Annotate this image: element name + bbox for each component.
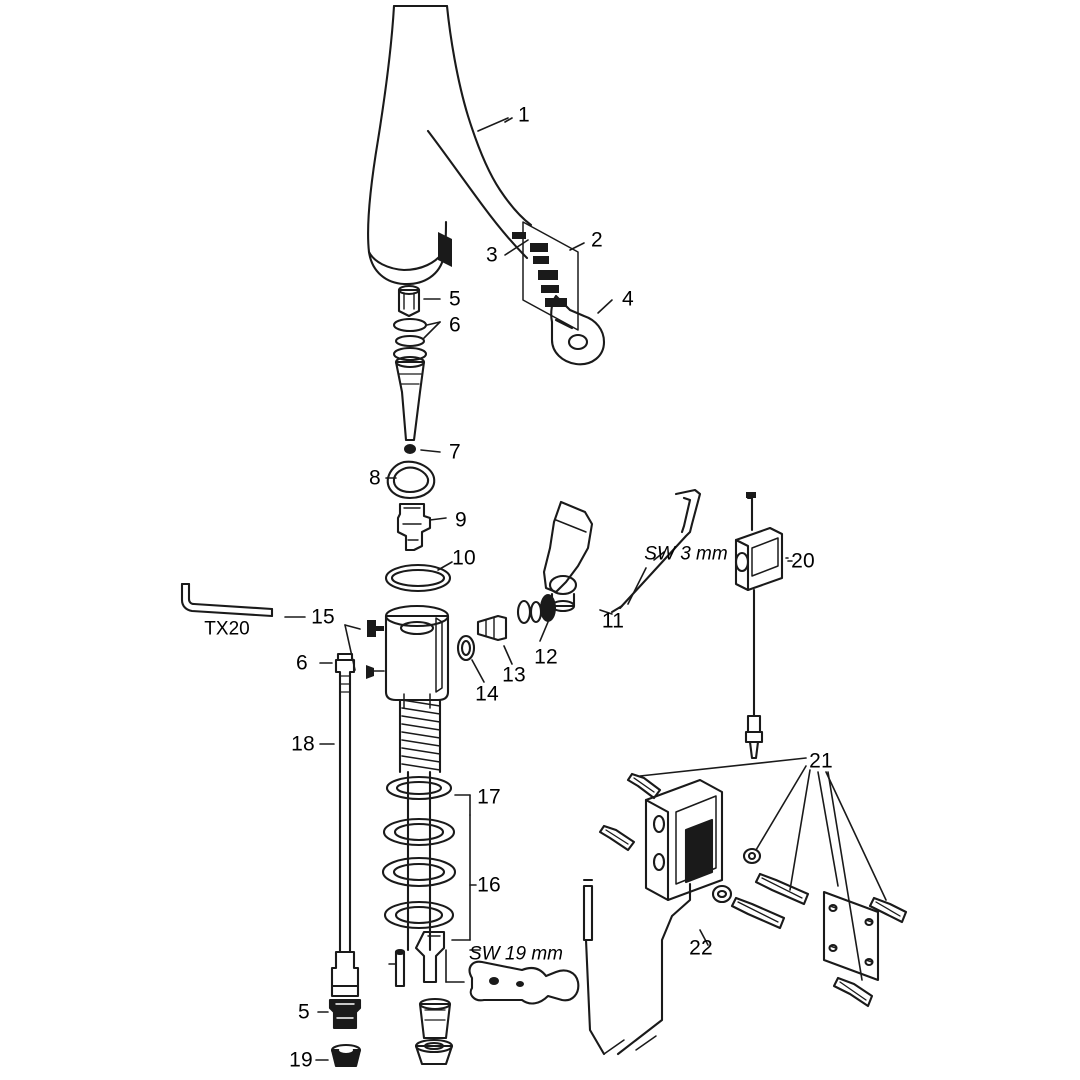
part-oring-set-upper xyxy=(394,319,440,440)
callout-16: 16 xyxy=(477,873,501,897)
part-sleeve-lower xyxy=(318,1000,360,1028)
callout-14: 14 xyxy=(475,682,499,706)
callout-9: 9 xyxy=(455,508,467,532)
part-flange-lower xyxy=(416,999,452,1064)
callout-21: 21 xyxy=(809,749,833,773)
part-gasket-8 xyxy=(386,462,434,498)
part-sensor-module-20 xyxy=(736,492,792,758)
callout-17: 17 xyxy=(477,785,501,809)
callout-7: 7 xyxy=(449,440,461,464)
part-spout-body xyxy=(368,6,531,284)
callout-15: 15 xyxy=(311,605,335,629)
part-washer-17 xyxy=(387,777,470,815)
tool-label-sw3mm: SW 3 mm xyxy=(644,543,728,565)
part-cap-19 xyxy=(316,1045,360,1066)
callout-10: 10 xyxy=(452,546,476,570)
callout-18: 18 xyxy=(291,732,315,756)
part-seal-kit xyxy=(505,222,584,330)
part-connector-13 xyxy=(478,616,512,664)
part-set-screw xyxy=(404,444,440,454)
callout-20: 20 xyxy=(791,549,815,573)
part-sleeve-upper xyxy=(399,286,440,316)
tool-label-tx20: TX20 xyxy=(204,618,250,640)
callout-11: 11 xyxy=(601,609,625,633)
callout-6-lower: 6 xyxy=(296,651,308,675)
part-flex-hose-18 xyxy=(320,654,358,996)
tool-label-sw19mm: SW 19 mm xyxy=(469,943,563,965)
callout-5-upper: 5 xyxy=(449,287,461,311)
callout-4: 4 xyxy=(622,287,634,311)
callout-5-lower: 5 xyxy=(298,1000,310,1024)
callout-12: 12 xyxy=(534,645,558,669)
callout-8: 8 xyxy=(369,466,381,490)
callout-3: 3 xyxy=(486,243,498,267)
part-washer-12 xyxy=(518,594,556,641)
callout-2: 2 xyxy=(591,228,603,252)
part-tx20-key xyxy=(182,584,305,617)
part-valve-cartridge xyxy=(398,504,446,550)
part-control-box-22 xyxy=(584,780,722,1054)
callout-1: 1 xyxy=(518,103,530,127)
part-oring-10 xyxy=(386,562,452,591)
callout-13: 13 xyxy=(502,663,526,687)
part-filter-14 xyxy=(458,636,484,682)
callout-22: 22 xyxy=(689,936,713,960)
part-screws-15 xyxy=(345,620,384,679)
callout-19: 19 xyxy=(289,1048,313,1072)
callout-6-upper: 6 xyxy=(449,313,461,337)
